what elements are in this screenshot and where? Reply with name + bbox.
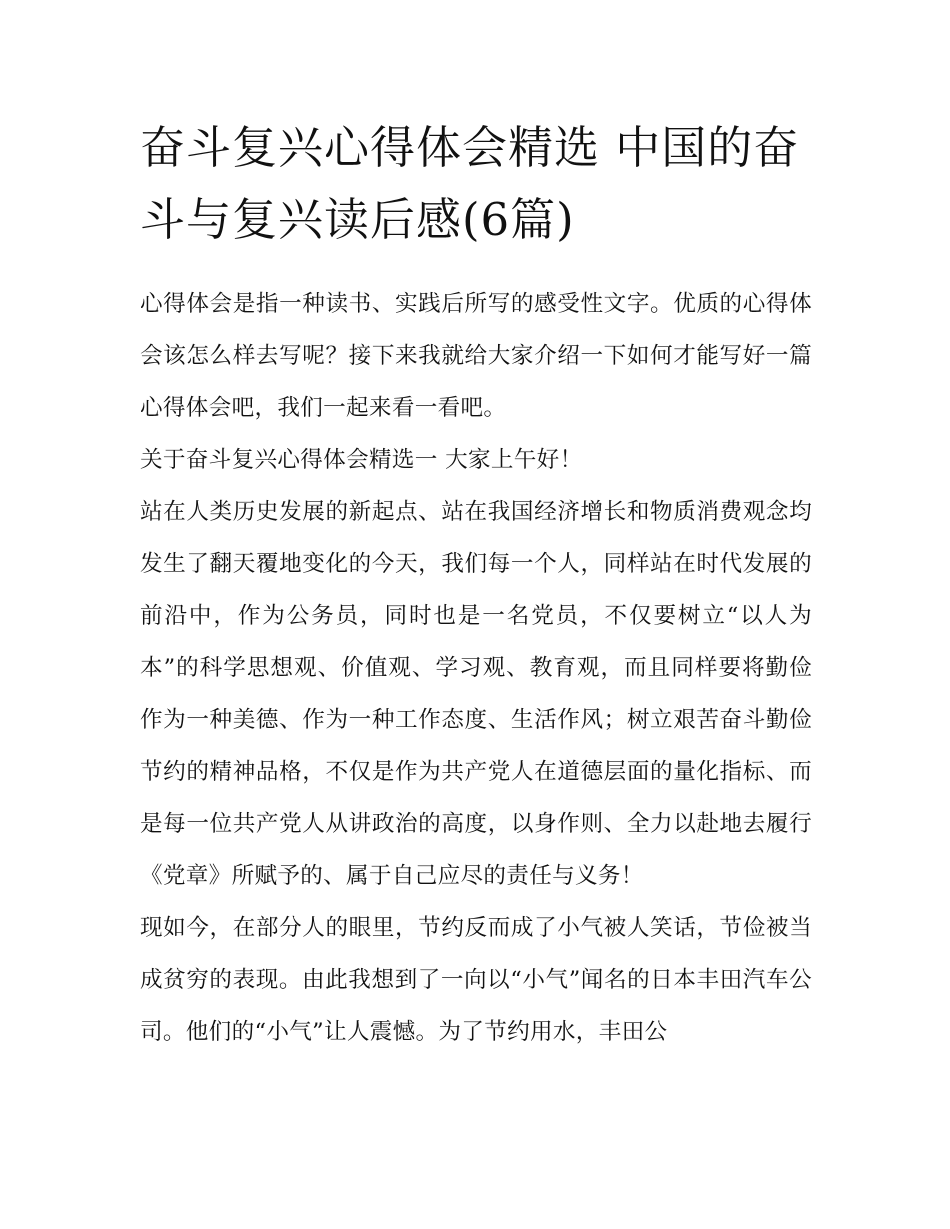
body-paragraph: 站在人类历史发展的新起点、站在我国经济增长和物质消费观念均发生了翻天覆地变化的今天，我们每一个人，同样站在时代发展的前沿中，作为公务员，同时也是一名党员，不仅要树立“以人为本”的科学思想观、价值观、学习观、教育观，而且同样要将勤俭作为一种美德、作为一种工作态度、生活作风；树立艰苦奋斗勤俭节约的精神品格，不仅是作为共产党人在道德层面的量化指标、而是每一位共产党人从讲政治的高度，以身作则、全力以赴地去履行《党章》所赋予的、属于自己应尽的责任与义务！ <box>140 499 812 889</box>
document-title: 奋斗复兴心得体会精选 中国的奋斗与复兴读后感(6篇) <box>140 121 800 246</box>
intro-paragraph: 心得体会是指一种读书、实践后所写的感受性文字。优质的心得体会该怎么样去写呢？接下来我就给大家介绍一下如何才能写好一篇心得体会吧，我们一起来看一看吧。 <box>140 291 812 421</box>
body-paragraph: 现如今，在部分人的眼里，节约反而成了小气被人笑话，节俭被当成贫穷的表现。由此我想到了一向以“小气”闻名的日本丰田汽车公司。他们的“小气”让人震憾。为了节约用水，丰田公 <box>140 915 812 1045</box>
section-heading-paragraph: 关于奋斗复兴心得体会精选一 大家上午好！ <box>140 447 583 473</box>
document-body <box>140 278 812 1058</box>
